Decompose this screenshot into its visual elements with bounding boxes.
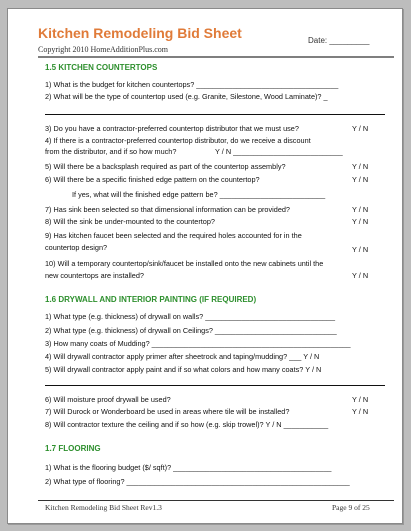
answer-line-c2	[45, 114, 385, 115]
question-c6: 6) Will there be a specific finished edge pattern on the countertop?	[45, 175, 260, 184]
question-c4-line2: from the distributor, and if so how much?	[45, 147, 177, 156]
yes-no-c7: Y / N	[352, 205, 369, 214]
question-d1: 1) What type (e.g. thickness) of drywall on walls? ________________________________	[45, 312, 336, 321]
yes-no-d7: Y / N	[352, 407, 369, 416]
yes-no-c3: Y / N	[352, 124, 369, 133]
question-c7: 7) Has sink been selected so that dimensional information can be provided?	[45, 205, 290, 214]
yes-no-c6: Y / N	[352, 175, 369, 184]
question-f1: 1) What is the flooring budget ($/ sqft)? _______________________________________	[45, 463, 332, 472]
question-c8: 8) Will the sink be under-mounted to the countertop?	[45, 217, 215, 226]
yes-no-d6: Y / N	[352, 395, 369, 404]
question-c5: 5) Will there be a backsplash required as part of the countertop assembly?	[45, 162, 286, 171]
question-d4: 4) Will drywall contractor apply primer after sheetrock and taping/mudding? ___ Y / N	[45, 352, 320, 361]
yes-no-c4: Y / N ___________________________	[215, 147, 343, 156]
section-heading-drywall: 1.6 DRYWALL AND INTERIOR PAINTING (IF REQUIRED)	[45, 295, 257, 304]
question-d2: 2) What type (e.g. thickness) of drywall on Ceilings? ______________________________	[45, 326, 337, 335]
question-c9-line2: countertop design?	[45, 243, 108, 252]
question-c9-line1: 9) Has kitchen faucet been selected and the required holes accounted for in the	[45, 231, 302, 240]
document-page	[7, 8, 403, 524]
question-d3: 3) How many coats of Mudding? _________________________________________________	[45, 339, 351, 348]
question-c3: 3) Do you have a contractor-preferred countertop distributor that we must use?	[45, 124, 299, 133]
section-heading-countertops: 1.5 KITCHEN COUNTERTOPS	[45, 63, 158, 72]
date-field: Date: _________	[308, 36, 370, 45]
section-heading-flooring: 1.7 FLOORING	[45, 444, 101, 453]
question-c4-line1: 4) If there is a contractor-preferred countertop distributor, do we receive a discount	[45, 136, 311, 145]
question-c10-line1: 10) Will a temporary countertop/sink/faucet be installed onto the new cabinets until the	[45, 259, 324, 268]
question-f2: 2) What type of flooring? _______________________________________________________	[45, 477, 350, 486]
question-c2: 2) What will be the type of countertop used (e.g. Granite, Silestone, Wood Laminate)? _	[45, 92, 328, 101]
footer-page-number: Page 9 of 25	[332, 503, 370, 512]
yes-no-c8: Y / N	[352, 217, 369, 226]
footer-document-name: Kitchen Remodeling Bid Sheet Rev1.3	[45, 503, 162, 512]
copyright-text: Copyright 2010 HomeAdditionPlus.com	[38, 45, 168, 54]
document-title: Kitchen Remodeling Bid Sheet	[38, 25, 242, 41]
answer-line-d5	[45, 385, 385, 386]
question-d5: 5) Will drywall contractor apply paint and if so what colors and how many coats? Y / N	[45, 365, 322, 374]
question-d7: 7) Will Durock or Wonderboard be used in areas where tile will be installed?	[45, 407, 290, 416]
header-divider	[38, 56, 394, 58]
question-c10-line2: new countertops are installed?	[45, 271, 144, 280]
yes-no-c5: Y / N	[352, 162, 369, 171]
question-d6: 6) Will moisture proof drywall be used?	[45, 395, 171, 404]
yes-no-c9: Y / N	[352, 245, 369, 254]
yes-no-c10: Y / N	[352, 271, 369, 280]
question-d8: 8) Will contractor texture the ceiling and if so how (e.g. skip trowel)? Y / N ___________	[45, 420, 329, 429]
footer-divider	[38, 500, 394, 501]
question-c1: 1) What is the budget for kitchen countertops? ___________________________________	[45, 80, 339, 89]
question-c6-followup: If yes, what will the finished edge pattern be? __________________________	[72, 190, 326, 199]
